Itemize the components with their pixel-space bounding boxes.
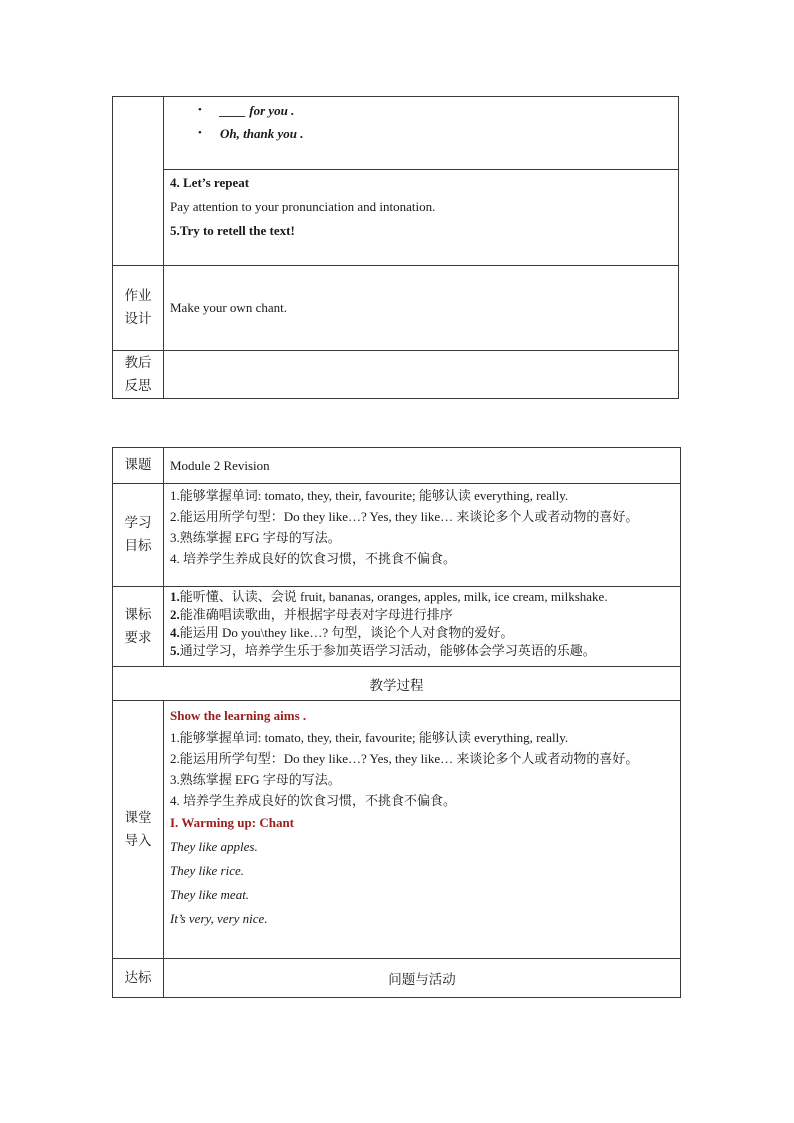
aim-item: 2.能运用所学句型：Do they like…? Yes, they like… 来谈论多个人或者动物的喜好。 [170,509,639,524]
process-header: 教学过程 [113,667,681,701]
target-label: 达标 [113,959,164,998]
revision-lesson-table [112,447,681,998]
bullet-icon: • [198,104,202,116]
intro-cell [164,701,681,959]
bullet-item: • Oh, thank you . [170,122,672,145]
homework-label: 作业 设计 [113,266,164,351]
aims-cell [164,484,681,587]
repeat-text: Pay attention to your pronunciation and intonation. [170,199,436,214]
aims-label: 学习 目标 [113,484,164,587]
retell-heading: 5.Try to retell the text! [170,223,295,238]
reflection-cell [164,351,679,399]
chant-line: It’s very, very nice. [170,911,268,926]
standard-item: 1.能听懂、认读、会说 fruit, bananas, oranges, apples, milk, ice cream, milkshake. [170,589,608,604]
target-value: 问题与活动 [164,959,681,998]
intro-aim-item: 3.熟练掌握 EFG 字母的写法。 [170,772,341,787]
chant-line: They like rice. [170,863,244,878]
empty-label-cell [113,97,164,266]
warmup-heading: I. Warming up: Chant [170,815,295,830]
standard-item: 5.通过学习，培养学生乐于参加英语学习活动，能够体会学习英语的乐趣。 [170,643,596,658]
dialogue-cell [164,97,679,170]
homework-text: Make your own chant. [164,266,679,351]
standard-item: 4.能运用 Do you\they like…? 句型，谈论个人对食物的爱好。 [170,625,514,640]
standard-item: 2.能准确唱读歌曲，并根据字母表对字母进行排序 [170,607,453,622]
lesson-table-continued [112,96,679,399]
chant-line: They like meat. [170,887,250,902]
standards-cell [164,587,681,667]
intro-aim-item: 2.能运用所学句型：Do they like…? Yes, they like… 来谈论多个人或者动物的喜好。 [170,751,639,766]
bullet-icon: • [198,127,202,139]
repeat-cell [164,170,679,266]
intro-aim-item: 1.能够掌握单词: tomato, they, their, favourite; 能够认读 everything, really. [170,730,569,745]
aim-item: 1.能够掌握单词: tomato, they, their, favourite; 能够认读 everything, really. [170,488,569,503]
aim-item: 4. 培养学生养成良好的饮食习惯，不挑食不偏食。 [170,551,457,566]
intro-label: 课堂 导入 [113,701,164,959]
aim-item: 3.熟练掌握 EFG 字母的写法。 [170,530,341,545]
topic-label: 课题 [113,448,164,484]
chant-line: They like apples. [170,839,258,854]
topic-value: Module 2 Revision [164,448,681,484]
repeat-heading: 4. Let’s repeat [170,175,250,190]
intro-aim-item: 4. 培养学生养成良好的饮食习惯，不挑食不偏食。 [170,793,457,808]
reflection-label: 教后 反思 [113,351,164,399]
bullet-item: • ____ for you . [170,99,672,122]
standards-label: 课标 要求 [113,587,164,667]
show-aims-heading: Show the learning aims . [170,708,307,723]
